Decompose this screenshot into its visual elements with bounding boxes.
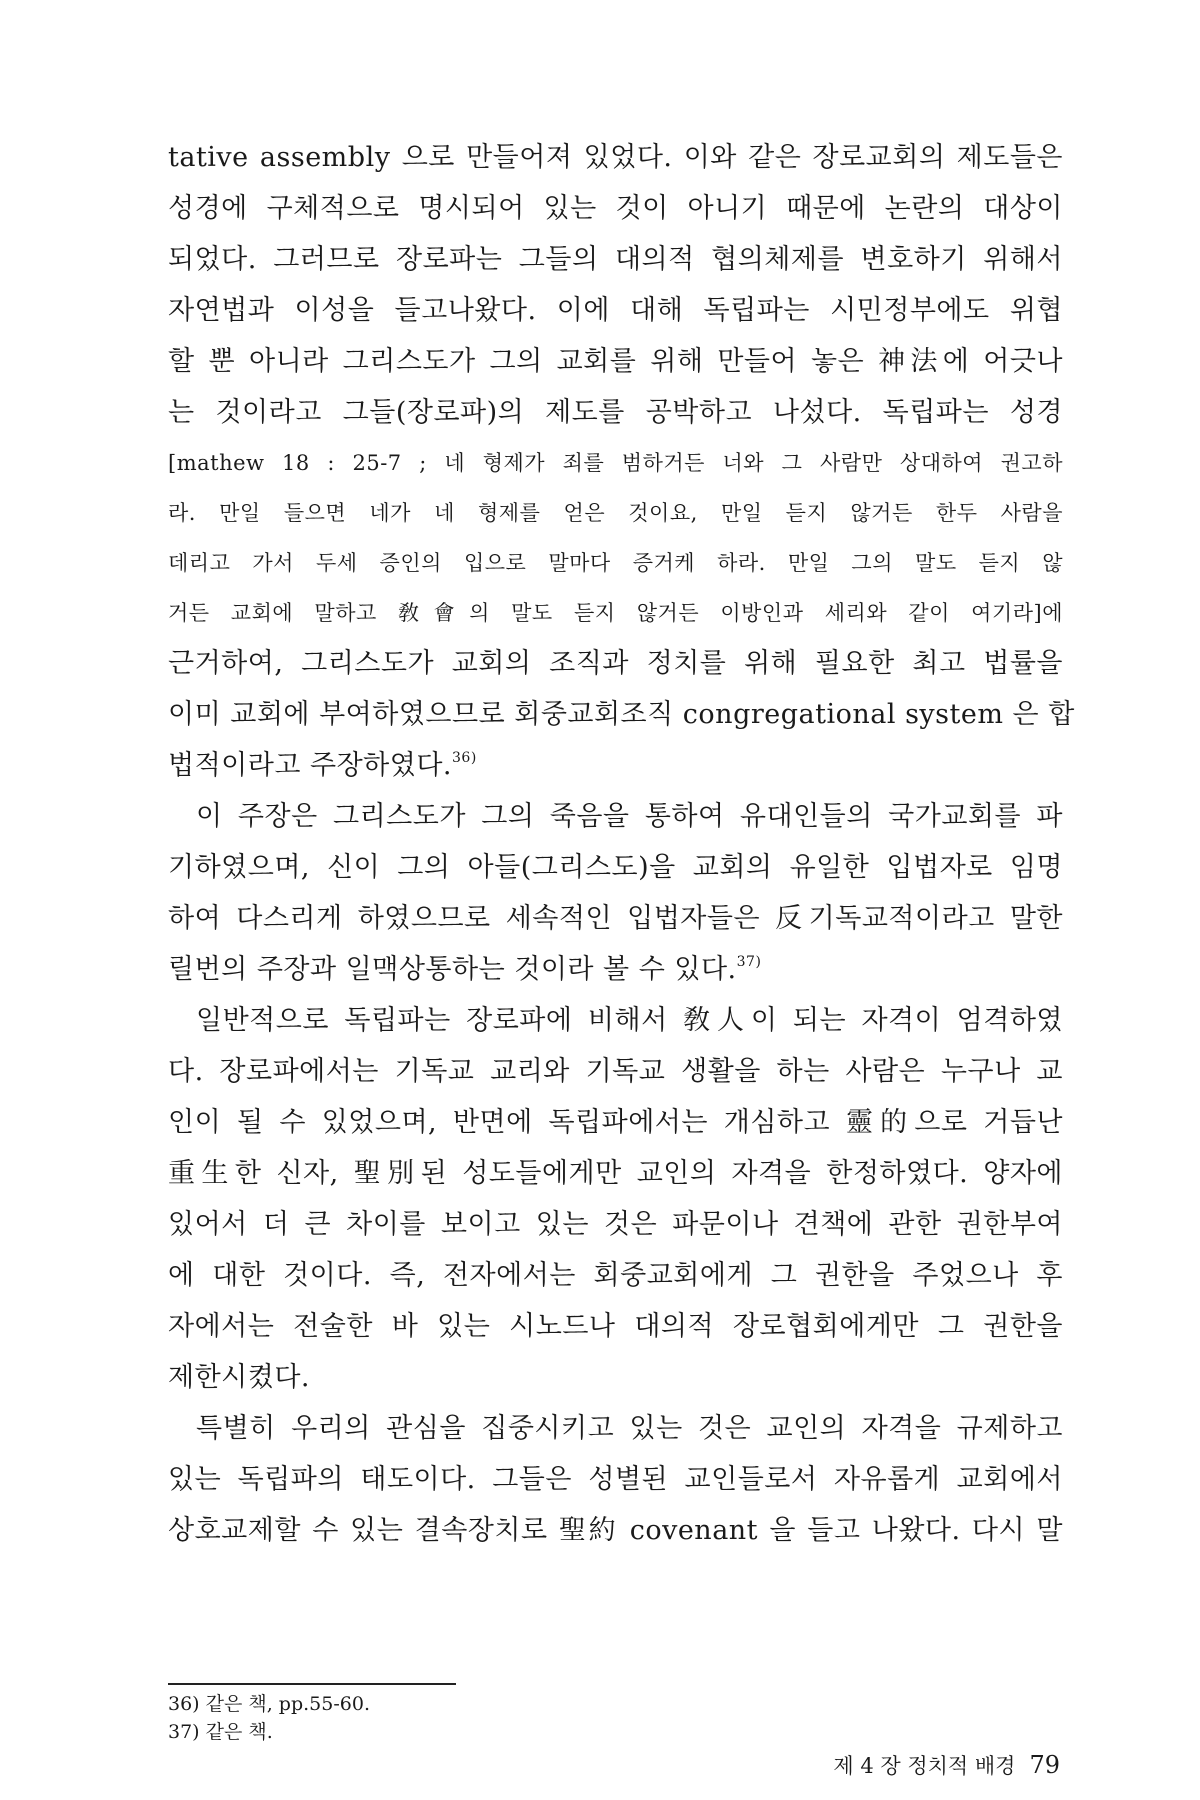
text-line <box>168 1046 1063 1097</box>
line-text: 거든 교회에 말하고 敎會의 말도 듣지 않거든 이방인과 세리와 같이 여기라]에 <box>168 601 1063 625</box>
line-text: 제한시켰다. <box>168 1362 310 1393</box>
line-text: 이 주장은 그리스도가 그의 죽음을 통하여 유대인들의 국가교회를 파 <box>196 801 1063 832</box>
text-line <box>168 387 1063 438</box>
line-text: 할 뿐 아니라 그리스도가 그의 교회를 위해 만들어 놓은 神法에 어긋나 <box>168 346 1063 377</box>
line-text: 인이 될 수 있었으며, 반면에 독립파에서는 개심하고 靈的으로 거듭난 <box>168 1107 1063 1138</box>
line-text: 특별히 우리의 관심을 집중시키고 있는 것은 교인의 자격을 규제하고 <box>196 1413 1063 1444</box>
footnote: 36) 같은 책, pp.55-60. <box>168 1693 370 1715</box>
footnote-divider <box>168 1683 456 1685</box>
text-line <box>168 1199 1063 1250</box>
line-text: 릴번의 주장과 일맥상통하는 것이라 볼 수 있다. <box>168 954 737 985</box>
text-line <box>168 791 1063 842</box>
line-text: 되었다. 그러므로 장로파는 그들의 대의적 협의체제를 변호하기 위해서 <box>168 244 1063 275</box>
footnotes <box>168 1690 768 1746</box>
text-line <box>168 1505 1063 1556</box>
text-line <box>168 183 1063 234</box>
footnote-ref: 36) <box>452 750 477 766</box>
text-line <box>168 1148 1063 1199</box>
line-text: 기하였으며, 신이 그의 아들(그리스도)을 교회의 유일한 입법자로 임명 <box>168 852 1063 883</box>
text-line <box>168 995 1063 1046</box>
body-text <box>168 132 1075 1556</box>
text-line <box>168 1097 1063 1148</box>
text-line <box>168 234 1063 285</box>
text-line <box>168 132 1063 183</box>
text-line <box>168 689 1075 740</box>
line-text: 라. 만일 들으면 네가 네 형제를 얻은 것이요, 만일 듣지 않거든 한두 사람을 <box>168 501 1063 525</box>
line-text: 근거하여, 그리스도가 교회의 조직과 정치를 위해 필요한 최고 법률을 <box>168 648 1063 679</box>
line-text: 重生한 신자, 聖別된 성도들에게만 교인의 자격을 한정하였다. 양자에 <box>168 1158 1063 1189</box>
footnote-ref: 37) <box>736 954 762 970</box>
line-text: 이미 교회에 부여하였으므로 회중교회조직 congregational system 은 합 <box>168 699 1075 730</box>
text-line <box>168 336 1063 387</box>
line-text: 상호교제할 수 있는 결속장치로 聖約 covenant 을 들고 나왔다. 다시 말 <box>168 1515 1063 1546</box>
text-line <box>168 638 1063 689</box>
running-footer <box>833 1750 1060 1780</box>
page-number: 79 <box>1029 1751 1060 1779</box>
line-text: 자에서는 전술한 바 있는 시노드나 대의적 장로협회에게만 그 권한을 <box>168 1311 1063 1342</box>
line-text: 데리고 가서 두세 증인의 입으로 말마다 증거케 하라. 만일 그의 말도 듣지 않 <box>168 551 1063 575</box>
line-text: tative assembly 으로 만들어져 있었다. 이와 같은 장로교회의 제도들은 <box>168 142 1063 173</box>
line-text: 성경에 구체적으로 명시되어 있는 것이 아니기 때문에 논란의 대상이 <box>168 193 1063 224</box>
text-line <box>168 1352 1063 1403</box>
line-text: 일반적으로 독립파는 장로파에 비해서 敎人이 되는 자격이 엄격하였 <box>196 1005 1063 1036</box>
line-text: 자연법과 이성을 들고나왔다. 이에 대해 독립파는 시민정부에도 위협 <box>168 295 1063 326</box>
line-text: 다. 장로파에서는 기독교 교리와 기독교 생활을 하는 사람은 누구나 교 <box>168 1056 1063 1087</box>
text-line <box>168 1454 1063 1505</box>
text-line <box>168 1301 1063 1352</box>
text-line <box>168 488 1063 538</box>
footnote: 37) 같은 책. <box>168 1721 273 1743</box>
line-text: 에 대한 것이다. 즉, 전자에서는 회중교회에게 그 권한을 주었으나 후 <box>168 1260 1063 1291</box>
text-line <box>168 1403 1063 1454</box>
line-text: 있어서 더 큰 차이를 보이고 있는 것은 파문이나 견책에 관한 권한부여 <box>168 1209 1063 1240</box>
text-line <box>168 538 1063 588</box>
text-line <box>168 893 1063 944</box>
text-line <box>168 944 1063 995</box>
text-line <box>168 842 1063 893</box>
text-line <box>168 740 1063 791</box>
line-text: [mathew 18 : 25-7 ; 네 형제가 죄를 범하거든 너와 그 사람만 상대하여 권고하 <box>168 451 1063 475</box>
line-text: 는 것이라고 그들(장로파)의 제도를 공박하고 나섰다. 독립파는 성경 <box>168 397 1063 428</box>
chapter-title: 제 4 장 정치적 배경 <box>833 1754 1016 1778</box>
line-text: 있는 독립파의 태도이다. 그들은 성별된 교인들로서 자유롭게 교회에서 <box>168 1464 1063 1495</box>
line-text: 법적이라고 주장하였다. <box>168 750 452 781</box>
text-line <box>168 1250 1063 1301</box>
text-line <box>168 285 1063 336</box>
text-line <box>168 438 1063 488</box>
line-text: 하여 다스리게 하였으므로 세속적인 입법자들은 反기독교적이라고 말한 <box>168 903 1063 934</box>
text-line <box>168 588 1063 638</box>
